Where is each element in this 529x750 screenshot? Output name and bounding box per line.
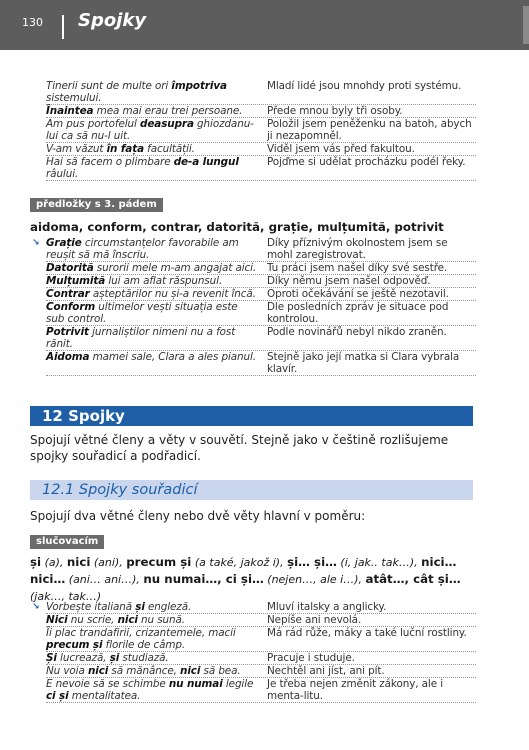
romanian-example (46, 262, 267, 274)
example-row (32, 601, 476, 614)
translation-note: (jak…, tak…) (30, 590, 102, 603)
text-segment: circumstanțelor favorabile am reușit să mă înscriu. (46, 237, 239, 261)
example-row (46, 262, 476, 275)
bold-term: atât…, cât și… (365, 572, 461, 586)
bold-term: Mulțumită (46, 275, 106, 287)
romanian-example (46, 275, 267, 287)
text-segment: ultimelor vești situația este sub control. (46, 301, 238, 325)
text-segment: V-am văzut (46, 143, 107, 155)
example-row (46, 156, 476, 181)
text-segment: nu sună. (137, 614, 185, 626)
czech-translation: Viděl jsem vás před fakultou. (267, 143, 415, 155)
czech-translation: Stejně jako její matka si Clara vybrala klavír. (267, 351, 460, 375)
section-text: Spojují větné členy a věty v souvětí. Stejně jako v češtině rozlišujeme spojky souřadicí a podřadicí. (30, 433, 449, 463)
translation-note: (a také, jakož i), (191, 556, 288, 569)
bold-term: deasupra (140, 118, 194, 130)
example-row (46, 80, 476, 105)
translation-note: (a), (41, 556, 67, 569)
bold-term: Înaintea (46, 105, 94, 117)
bold-term: Potrivit (46, 326, 89, 338)
text-segment: lui am aflat răspunsul. (105, 275, 223, 287)
subsection-text: Spojují dva větné členy nebo dvě věty hlavní v poměru: (30, 509, 366, 523)
bold-term: și (30, 555, 42, 569)
example-row (46, 275, 476, 288)
subsection-heading: 12.1 Spojky souřadicí (30, 480, 473, 500)
preposition-list: aidoma, conform, contrar, datorită, grație, mulțumită, potrivit (30, 220, 444, 234)
example-row (46, 118, 476, 143)
czech-translation: Je třeba nejen změnit zákony, ale i menta-litu. (267, 678, 444, 702)
section-label: předložky s 3. pádem (30, 198, 163, 212)
czech-translation: Tu práci jsem našel díky své sestře. (267, 262, 448, 274)
text-segment: lucrează, (56, 652, 110, 664)
romanian-example (46, 665, 267, 677)
romanian-example (46, 678, 267, 702)
section-heading: 12 Spojky (30, 406, 473, 426)
romanian-example (32, 601, 267, 613)
bold-term: nu numai…, ci și… (143, 572, 264, 586)
text-segment: să bea. (200, 665, 241, 677)
text-segment: florile de câmp. (102, 639, 186, 651)
czech-translation: Dle posledních zpráv je situace pod kontrolou. (267, 301, 449, 325)
text-segment: legile (222, 678, 254, 690)
text-segment: engleză. (144, 601, 192, 613)
bold-term: Grație (46, 237, 82, 249)
example-table (46, 80, 476, 181)
text-segment: nu scrie, (67, 614, 118, 626)
text-segment: Tinerii sunt de multe ori (46, 80, 172, 92)
romanian-example (46, 301, 267, 325)
example-row (46, 351, 476, 376)
text-segment: mamei sale, Clara a ales pianul. (89, 351, 256, 363)
romanian-example (46, 118, 267, 142)
translation-note: (i, jak.. tak…), (336, 556, 422, 569)
czech-translation: Díky příznivým okolnostem jsem se mohl zaregistrovat. (267, 237, 448, 261)
text-segment: studiază. (119, 652, 169, 664)
example-row (46, 665, 476, 678)
bold-term: Aidoma (46, 351, 90, 363)
text-segment: facultății. (143, 143, 195, 155)
bold-term: Nici (46, 614, 68, 626)
translation-note: (nejen…, ale i…), (263, 573, 366, 586)
czech-translation: Má rád růže, máky a také luční rostliny. (267, 627, 467, 639)
text-segment: mea mai erau trei persoane. (93, 105, 243, 117)
bold-term: și (135, 601, 145, 613)
romanian-example (46, 326, 267, 350)
example-row (46, 288, 476, 301)
czech-translation: Položil jsem peněženku na batoh, abych ji nezapomněl. (267, 118, 472, 142)
translation-note: (ani… ani…), (65, 573, 144, 586)
czech-translation: Díky němu jsem našel odpověď. (267, 275, 431, 287)
czech-translation: Nepíše ani nevolá. (267, 614, 362, 626)
text-segment: râului. (46, 168, 79, 180)
bold-term: în fața (106, 143, 144, 155)
example-row (46, 301, 476, 326)
czech-translation: Přede mnou byly tři osoby. (267, 105, 403, 117)
example-row (46, 678, 476, 703)
romanian-example (46, 156, 267, 180)
romanian-example (46, 80, 267, 104)
text-segment: să mănânce, (108, 665, 181, 677)
bold-term: și… și… (287, 555, 337, 569)
bold-term: și (109, 652, 120, 664)
conjunction-list (30, 554, 475, 605)
example-table (32, 237, 476, 376)
text-segment: Vorbește italiană (46, 601, 136, 613)
section-label: slučovacím (30, 535, 104, 549)
example-table (32, 601, 476, 703)
bold-term: nici… nici… (30, 555, 457, 586)
bold-term: precum și (46, 639, 103, 651)
text-segment: sistemului. (46, 92, 102, 104)
romanian-example (46, 351, 267, 375)
arrow-icon: ↘ (32, 602, 40, 612)
translation-note: (ani), (90, 556, 127, 569)
bold-term: ci și (46, 690, 69, 702)
romanian-example (46, 627, 267, 651)
text-segment: Am pus portofelul (46, 118, 140, 130)
text-segment: Îi plac trandafirii, crizantemele, macii (46, 627, 236, 639)
text-segment: Hai să facem o plimbare (46, 156, 174, 168)
example-row (46, 627, 476, 652)
arrow-icon: ↘ (32, 238, 40, 248)
text-segment: ghiozdanu-lui ca să nu-l uit. (46, 118, 254, 142)
bold-term: nu numai (168, 678, 223, 690)
czech-translation: Mluví italsky a anglicky. (267, 601, 387, 613)
text-segment: E nevoie să se schimbe (46, 678, 169, 690)
romanian-example (46, 288, 267, 300)
text-segment: jurnaliștilor nimeni nu a fost rănit. (46, 326, 236, 350)
romanian-example (46, 652, 267, 664)
text-segment: mentalitatea. (68, 690, 141, 702)
romanian-example (46, 143, 267, 155)
page-header (0, 0, 529, 50)
text-segment: Nu voia (46, 665, 88, 677)
text-segment: așteptărilor nu și-a revenit încă. (89, 288, 256, 300)
bold-term: nici (87, 665, 109, 677)
bold-term: de-a lungul (173, 156, 239, 168)
bold-term: Datorită (46, 262, 94, 274)
bold-term: nici (66, 555, 91, 569)
czech-translation: Pojďme si udělat procházku podél řeky. (267, 156, 466, 168)
bold-term: Contrar (46, 288, 90, 300)
example-row (46, 143, 476, 156)
page-number: 130 (22, 16, 43, 29)
thumb-tab (523, 6, 529, 44)
czech-translation: Oproti očekávání se ještě nezotavil. (267, 288, 449, 300)
romanian-example (32, 237, 267, 261)
czech-translation: Podle novinářů nebyl nikdo zraněn. (267, 326, 447, 338)
czech-translation: Pracuje i studuje. (267, 652, 355, 664)
header-divider (62, 15, 64, 39)
example-row (46, 614, 476, 627)
text-segment: surorii mele m-am angajat aici. (93, 262, 257, 274)
bold-term: nici (180, 665, 201, 677)
example-row (46, 326, 476, 351)
bold-term: împotriva (171, 80, 227, 92)
example-row (46, 105, 476, 118)
bold-term: nici (117, 614, 138, 626)
romanian-example (46, 614, 267, 626)
example-row (46, 652, 476, 665)
chapter-title: Spojky (78, 10, 147, 31)
romanian-example (46, 105, 267, 117)
bold-term: Conform (46, 301, 96, 313)
bold-term: precum și (126, 555, 192, 569)
czech-translation: Nechtěl ani jíst, ani pít. (267, 665, 385, 677)
bold-term: Și (46, 652, 57, 664)
example-row (32, 237, 476, 262)
czech-translation: Mladí lidé jsou mnohdy proti systému. (267, 80, 462, 92)
